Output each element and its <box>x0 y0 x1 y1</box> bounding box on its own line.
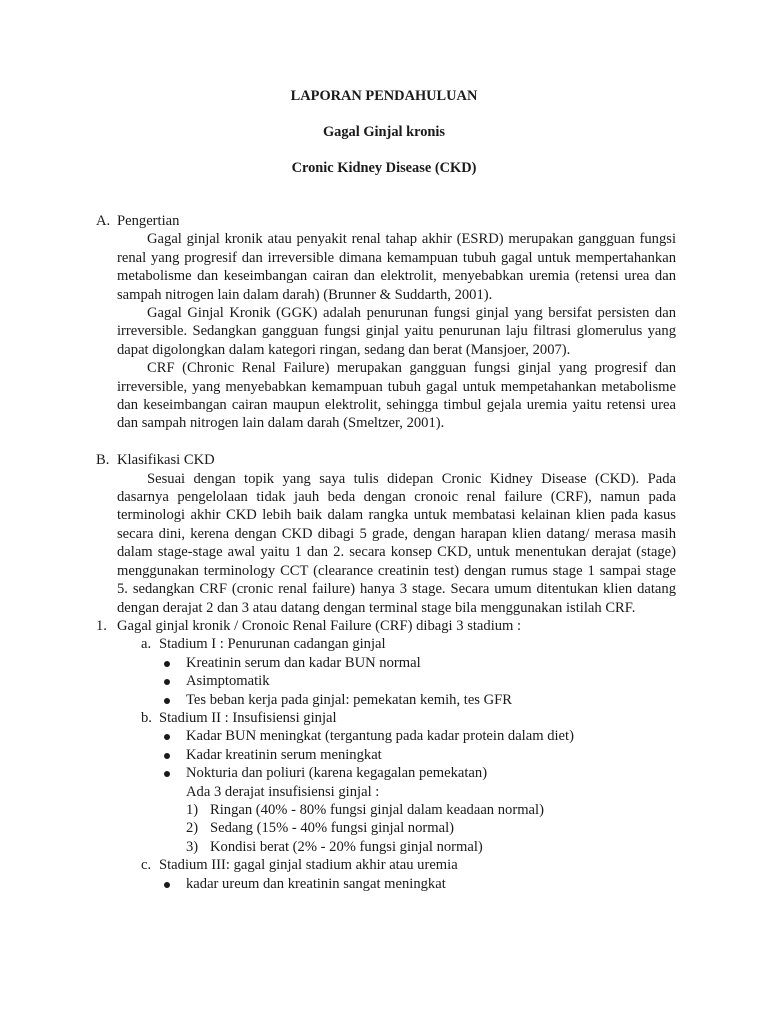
degree-item <box>96 801 676 819</box>
bullet-text: Kadar kreatinin serum meningkat <box>186 746 382 763</box>
degree-text: Kondisi berat (2% - 20% fungsi ginjal normal) <box>210 838 483 855</box>
bullet-icon <box>164 679 170 685</box>
bullet-icon <box>164 734 170 740</box>
paragraph: Gagal ginjal kronik atau penyakit renal tahap akhir (ESRD) merupakan gangguan fungsi renal yang progresif dan irreversible dimana kemampuan tubuh gagal untuk mempertahankan metabolisme dan keseimbangan cairan dan elektrolit, menyebabkan uremia (retensi urea dan sampah nitrogen lain dalam darah) (Brunner & Suddarth, 2001). <box>117 231 676 303</box>
sub-item-text: Stadium I : Penurunan cadangan ginjal <box>159 636 386 653</box>
bullet-text: Asimptomatik <box>186 673 270 690</box>
degree-note: Ada 3 derajat insufisiensi ginjal : <box>186 783 380 800</box>
degree-number: 3) <box>186 838 199 855</box>
sub-item-a <box>96 635 676 653</box>
sub-letter: c. <box>141 857 152 874</box>
document-body <box>96 212 676 893</box>
degree-item <box>96 819 676 837</box>
section-letter: B. <box>96 452 110 469</box>
bullet-item <box>96 875 676 893</box>
bullet-icon <box>164 661 170 667</box>
sub-item-text: Stadium II : Insufisiensi ginjal <box>159 709 337 726</box>
bullet-icon <box>164 698 170 704</box>
list-number: 1. <box>96 617 107 634</box>
bullet-icon <box>164 771 170 777</box>
bullet-item <box>96 764 676 782</box>
bullet-text: Kadar BUN meningkat (tergantung pada kadar protein dalam diet) <box>186 728 574 745</box>
topic-subtitle: Cronic Kidney Disease (CKD) <box>291 160 477 176</box>
sub-item-b <box>96 709 676 727</box>
bullet-item <box>96 654 676 672</box>
bullet-text: Kreatinin serum dan kadar BUN normal <box>186 654 421 671</box>
bullet-item <box>96 691 676 709</box>
bullet-icon <box>164 753 170 759</box>
list-item-text: Gagal ginjal kronik / Cronoic Renal Failure (CRF) dibagi 3 stadium : <box>117 617 522 634</box>
section-a-heading <box>96 212 676 230</box>
paragraph: Sesuai dengan topik yang saya tulis didepan Cronic Kidney Disease (CKD). Pada dasarnya pengelolaan tidak jauh beda dengan cronoic renal failure (CRF), namun pada terminologi akhir CKD lebih baik dalam rangka untuk membatasi kelainan klien pada kasus secara dini, kerena dengan CKD dibagi 5 grade, dengan harapan klien datang/ merasa masih dalam stage-stage awal yaitu 1 dan 2. secara konsep CKD, untuk menentukan derajat (stage) menggunakan terminology CCT (clearance creatinin test) dengan rumus stage 1 sampai stage 5. sedangkan CRF (cronic renal failure) hanya 3 stage. Secara umum ditentukan klien datang dengan derajat 2 dan 3 atau datang dengan terminal stage bila menggunakan istilah CRF. <box>117 470 676 616</box>
degree-text: Sedang (15% - 40% fungsi ginjal normal) <box>210 820 454 837</box>
bullet-item <box>96 672 676 690</box>
bullet-icon <box>164 882 170 888</box>
report-title: LAPORAN PENDAHULUAN <box>290 88 478 104</box>
bullet-item <box>96 746 676 764</box>
bullet-text: Tes beban kerja pada ginjal: pemekatan kemih, tes GFR <box>186 691 513 708</box>
bullet-text: kadar ureum dan kreatinin sangat meningkat <box>186 875 446 892</box>
topic-title: Gagal Ginjal kronis <box>322 124 446 140</box>
section-title: Klasifikasi CKD <box>117 452 215 469</box>
bullet-text: Nokturia dan poliuri (karena kegagalan pemekatan) <box>186 765 488 782</box>
sub-item-c <box>96 856 676 874</box>
degree-number: 2) <box>186 820 199 837</box>
paragraph: Gagal Ginjal Kronik (GGK) adalah penurunan fungsi ginjal yang bersifat persisten dan irreversible. Sedangkan gangguan fungsi ginjal yaitu penurunan laju filtrasi glomerulus yang dapat digolongkan dalam kategori ringan, sedang dan berat (Mansjoer, 2007). <box>117 305 676 358</box>
section-title: Pengertian <box>117 213 180 229</box>
paragraph: CRF (Chronic Renal Failure) merupakan gangguan fungsi ginjal yang progresif dan irreversible, yang menyebabkan kemampuan tubuh gagal untuk mempetahankan metabolisme dan keseimbangan cairan maupun elektrolit, sehingga timbul gejala uremia yaitu retensi urea dan sampah nitrogen lain dalam darah (Smeltzer, 2001). <box>117 360 676 432</box>
section-b-heading <box>96 451 676 469</box>
sub-letter: b. <box>141 709 152 726</box>
degree-number: 1) <box>186 801 199 818</box>
degree-text: Ringan (40% - 80% fungsi ginjal dalam keadaan normal) <box>210 801 544 818</box>
degree-item <box>96 838 676 856</box>
section-letter: A. <box>96 213 111 229</box>
bullet-item <box>96 727 676 745</box>
sub-item-text: Stadium III: gagal ginjal stadium akhir atau uremia <box>159 857 458 874</box>
title-block <box>0 87 768 195</box>
list-item <box>96 617 676 635</box>
sub-letter: a. <box>141 636 152 653</box>
